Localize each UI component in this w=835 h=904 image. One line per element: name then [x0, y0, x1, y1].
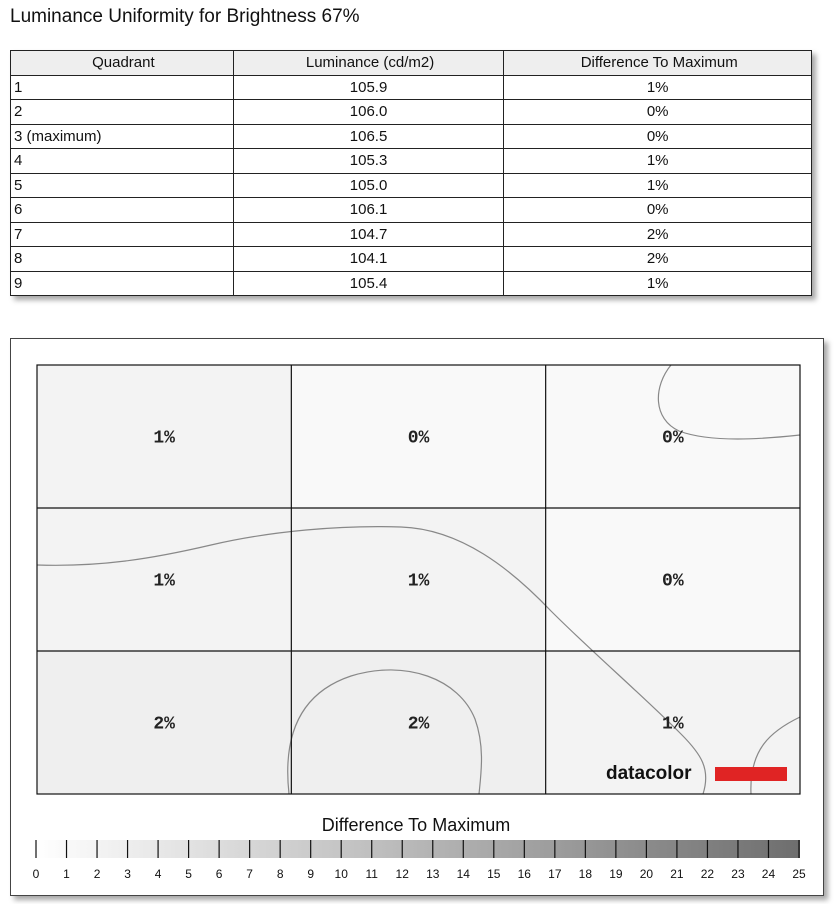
luminance-cell: 104.1	[233, 247, 504, 272]
legend-tick-label: 11	[365, 867, 378, 881]
legend-tick-label: 21	[670, 867, 684, 881]
table-row	[11, 271, 812, 296]
cell-label: 0%	[662, 428, 684, 449]
cell-label: 0%	[662, 571, 684, 592]
legend-tick-label: 19	[609, 867, 623, 881]
quadrant-cell: 6	[11, 198, 234, 223]
header-luminance: Luminance (cd/m2)	[233, 51, 504, 76]
legend-tick-label: 13	[426, 867, 440, 881]
legend-tick-label: 10	[334, 867, 348, 881]
legend-tick-label: 8	[276, 867, 284, 881]
quadrant-cell: 1	[11, 75, 234, 100]
cell-label: 2%	[407, 714, 430, 735]
uniformity-chart-panel	[10, 338, 824, 896]
legend-tick-label: 24	[761, 867, 776, 881]
luminance-cell: 106.5	[233, 124, 504, 149]
quadrant-cell: 9	[11, 271, 234, 296]
legend-title: Difference To Maximum	[321, 815, 511, 835]
legend-tick-label: 3	[124, 867, 131, 881]
luminance-table	[10, 50, 812, 296]
uniformity-heatmap	[11, 339, 823, 895]
cell-label: 1%	[407, 571, 430, 592]
table-row	[11, 198, 812, 223]
legend-tick-label: 22	[700, 867, 715, 881]
luminance-cell: 105.3	[233, 149, 504, 174]
cell-label: 1%	[153, 571, 175, 592]
legend-tick-label: 1	[63, 867, 70, 881]
difference-cell: 1%	[504, 75, 812, 100]
cell-label: 1%	[662, 714, 684, 735]
table-row	[11, 75, 812, 100]
luminance-table-container	[10, 50, 812, 296]
difference-cell: 1%	[504, 271, 812, 296]
legend-tick-label: 16	[517, 867, 531, 881]
legend-tick-label: 17	[548, 867, 562, 881]
difference-cell: 0%	[504, 124, 812, 149]
legend-tick-label: 23	[731, 867, 745, 881]
quadrant-cell: 8	[11, 247, 234, 272]
table-row	[11, 124, 812, 149]
difference-cell: 1%	[504, 149, 812, 174]
luminance-cell: 106.0	[233, 100, 504, 125]
cell-label: 1%	[153, 428, 175, 449]
legend-tick-label: 7	[246, 867, 253, 881]
legend-tick-label: 6	[215, 867, 223, 881]
quadrant-cell: 5	[11, 173, 234, 198]
quadrant-cell: 2	[11, 100, 234, 125]
legend-tick-label: 20	[639, 867, 654, 881]
header-difference: Difference To Maximum	[504, 51, 812, 76]
datacolor-logo-text: datacolor	[606, 763, 692, 784]
legend-tick-label: 0	[32, 867, 40, 881]
page-title: Luminance Uniformity for Brightness 67%	[10, 6, 360, 27]
table-row	[11, 149, 812, 174]
luminance-cell: 105.4	[233, 271, 504, 296]
legend-tick-label: 14	[456, 867, 470, 881]
difference-cell: 1%	[504, 173, 812, 198]
quadrant-cell: 4	[11, 149, 234, 174]
legend-tick-label: 9	[307, 867, 315, 881]
legend-tick-label: 25	[792, 867, 806, 881]
legend-tick-label: 18	[578, 867, 593, 881]
difference-cell: 0%	[504, 198, 812, 223]
quadrant-cell: 3 (maximum)	[11, 124, 234, 149]
luminance-cell: 105.9	[233, 75, 504, 100]
legend-tick-label: 12	[395, 867, 409, 881]
luminance-cell: 105.0	[233, 173, 504, 198]
legend-tick-label: 2	[93, 867, 101, 881]
datacolor-red-bar	[715, 767, 787, 781]
legend-tick-label: 15	[487, 867, 501, 881]
difference-cell: 0%	[504, 100, 812, 125]
table-row	[11, 100, 812, 125]
cell-label: 0%	[407, 428, 430, 449]
difference-cell: 2%	[504, 222, 812, 247]
table-row	[11, 222, 812, 247]
quadrant-cell: 7	[11, 222, 234, 247]
header-quadrant: Quadrant	[11, 51, 234, 76]
table-row	[11, 247, 812, 272]
table-row	[11, 173, 812, 198]
table-header-row	[11, 51, 812, 76]
legend-gradient-bar	[36, 840, 800, 858]
luminance-cell: 106.1	[233, 198, 504, 223]
difference-cell: 2%	[504, 247, 812, 272]
luminance-cell: 104.7	[233, 222, 504, 247]
legend-tick-label: 4	[154, 867, 162, 881]
cell-label: 2%	[153, 714, 175, 735]
legend-tick-label: 5	[185, 867, 192, 881]
